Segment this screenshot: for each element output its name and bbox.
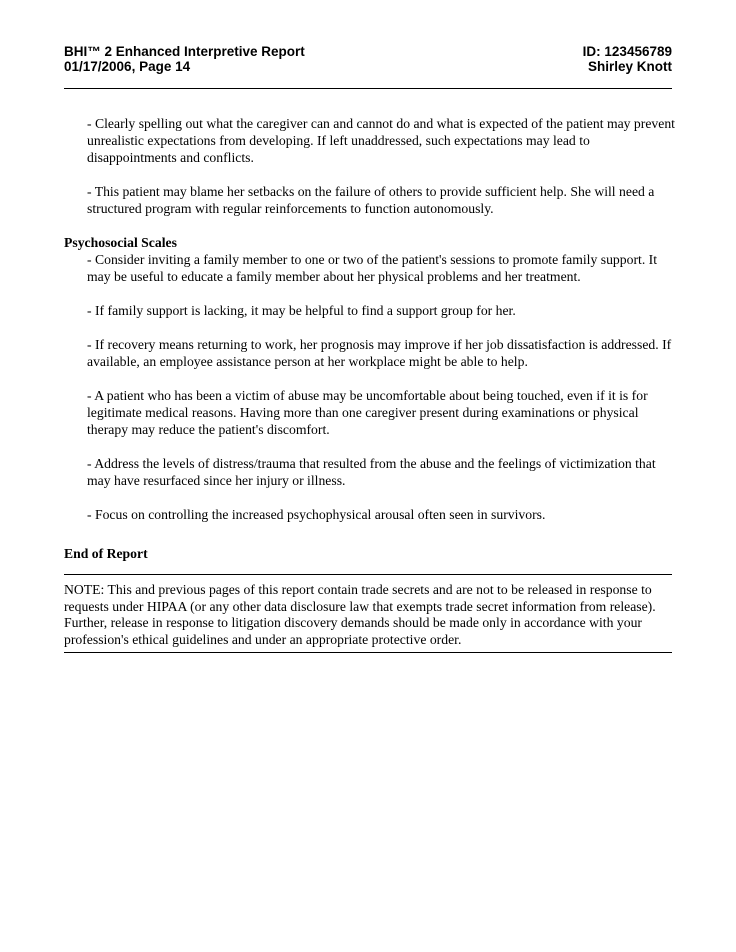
section-title-psychosocial: Psychosocial Scales	[64, 235, 177, 250]
psychosocial-paragraph: - A patient who has been a victim of abuse may be uncomfortable about being touched, even if it is for legitimate medical reasons. Having more than one caregiver present during examinations or physical therapy may reduce the patient's discomfort.	[87, 388, 648, 437]
psychosocial-paragraph: - Consider inviting a family member to one or two of the patient's sessions to promote family support. It may be useful to educate a family member about her physical problems and her treatment.	[87, 252, 658, 284]
header-left	[64, 44, 305, 74]
psychosocial-paragraph: - If recovery means returning to work, her prognosis may improve if her job dissatisfaction is addressed. If available, an employee assistance person at her workplace might be able to help.	[87, 337, 672, 369]
report-body	[64, 115, 676, 540]
report-date-page: 01/17/2006, Page 14	[64, 59, 191, 74]
end-of-report-title: End of Report	[64, 546, 148, 561]
psychosocial-paragraph: - Address the levels of distress/trauma that resulted from the abuse and the feelings of victimization that may have resurfaced since her injury or illness.	[87, 456, 656, 488]
continued-paragraph: - Clearly spelling out what the caregiver can and cannot do and what is expected of the patient may prevent unrealistic expectations from developing. If left unaddressed, such expectations may lead to disappointments and conflicts.	[87, 116, 675, 165]
header-right	[583, 44, 672, 74]
report-title: BHI™ 2 Enhanced Interpretive Report	[64, 44, 305, 59]
patient-name: Shirley Knott	[587, 59, 672, 74]
header-divider	[64, 88, 672, 89]
note-divider-bottom	[64, 652, 672, 653]
patient-id: ID: 123456789	[582, 44, 672, 59]
continued-paragraph: - This patient may blame her setbacks on the failure of others to provide sufficient help. She will need a structured program with regular reinforcements to function autonomously.	[87, 184, 655, 216]
psychosocial-paragraph: - If family support is lacking, it may be helpful to find a support group for her.	[87, 303, 516, 318]
note-divider-top	[64, 574, 672, 575]
trade-secret-note: NOTE: This and previous pages of this report contain trade secrets and are not to be released in response to requests under HIPAA (or any other data disclosure law that exempts trade secret information from release). Further, release in response to litigation discovery demands should be made only in accordance with your profession's ethical guidelines and under an appropriate protective order.	[64, 582, 656, 647]
psychosocial-paragraph: - Focus on controlling the increased psychophysical arousal often seen in survivors.	[87, 507, 546, 522]
